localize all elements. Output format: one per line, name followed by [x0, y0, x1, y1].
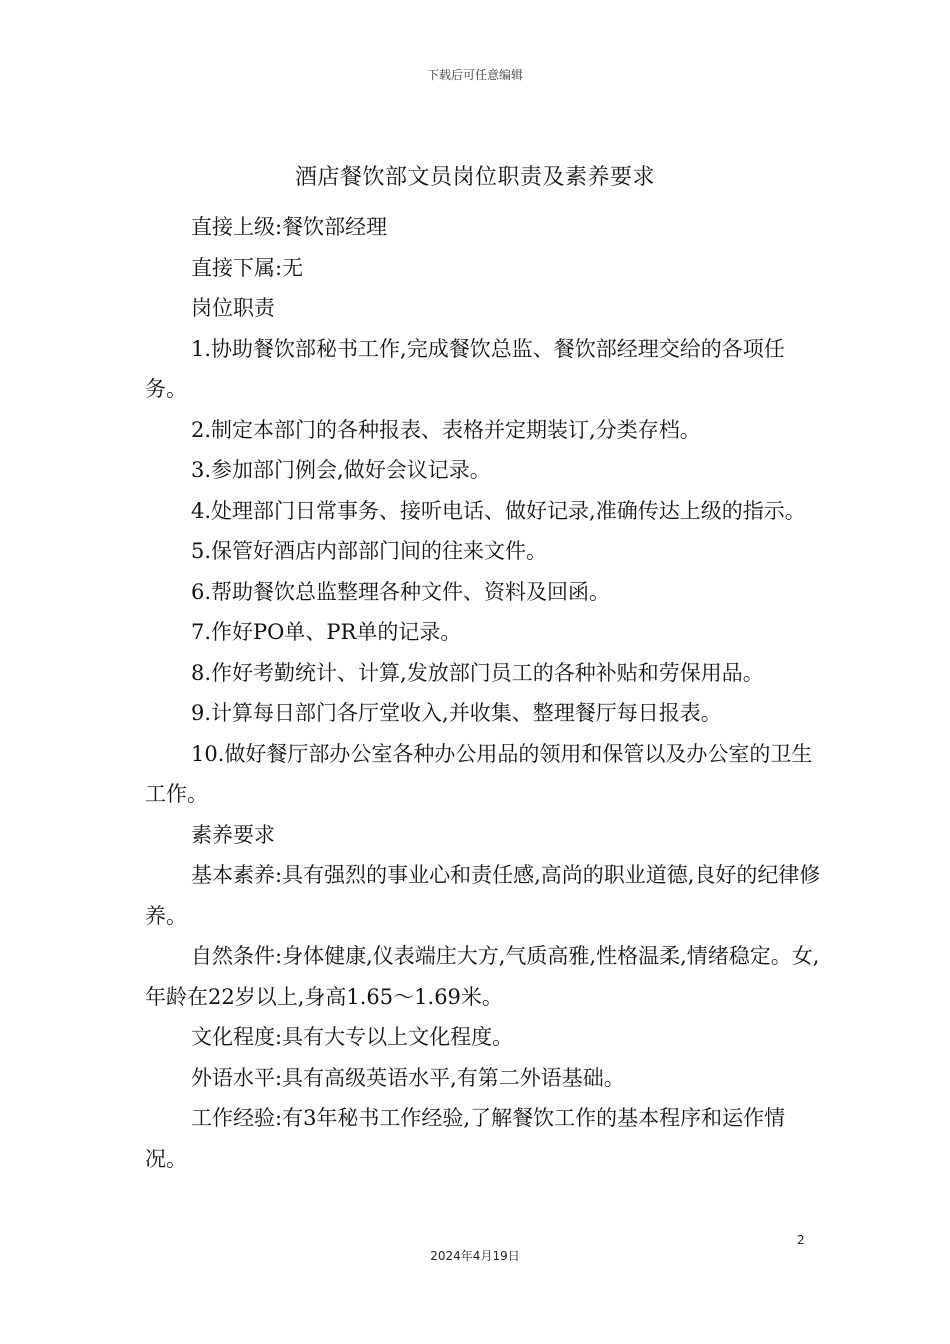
- responsibility-item-7: 7.作好PO单、PR单的记录。: [191, 620, 462, 644]
- requirement-basic-quality: 基本素养:具有强烈的事业心和责任感,高尚的职业道德,良好的纪律修养。: [145, 863, 821, 928]
- document-body: [145, 207, 825, 1179]
- responsibility-item-5: 5.保管好酒店内部部门间的往来文件。: [191, 539, 548, 563]
- responsibility-item-10: 10.做好餐厅部办公室各种办公用品的领用和保管以及办公室的卫生工作。: [145, 741, 813, 806]
- responsibility-item-8: 8.作好考勤统计、计算,发放部门员工的各种补贴和劳保用品。: [191, 660, 764, 685]
- responsibility-item-1: 1.协助餐饮部秘书工作,完成餐饮总监、餐饮部经理交给的各项任务。: [145, 336, 785, 401]
- section-heading-responsibilities: 岗位职责: [191, 296, 275, 320]
- responsibility-item-9: 9.计算每日部门各厅堂收入,并收集、整理餐厅每日报表。: [191, 701, 722, 725]
- section-heading-requirements: 素养要求: [191, 822, 275, 847]
- paragraph-direct-supervisor: 直接上级:餐饮部经理: [191, 215, 388, 239]
- responsibility-item-4: 4.处理部门日常事务、接听电话、做好记录,准确传达上级的指示。: [191, 498, 806, 523]
- requirement-education: 文化程度:具有大专以上文化程度。: [191, 1025, 514, 1049]
- paragraph-direct-subordinate: 直接下属:无: [191, 255, 304, 280]
- responsibility-item-3: 3.参加部门例会,做好会议记录。: [191, 458, 491, 482]
- footer-date: 2024年4月19日: [430, 1249, 520, 1263]
- requirement-natural-conditions: 自然条件:身体健康,仪表端庄大方,气质高雅,性格温柔,情绪稳定。女,年龄在22岁以上,身高1.65～1.69米。: [145, 944, 820, 1009]
- responsibility-item-2: 2.制定本部门的各种报表、表格并定期装订,分类存档。: [191, 417, 701, 442]
- page-number: 2: [797, 1233, 805, 1247]
- requirement-foreign-language: 外语水平:具有高级英语水平,有第二外语基础。: [191, 1065, 625, 1090]
- document-title: 酒店餐饮部文员岗位职责及素养要求: [294, 165, 655, 190]
- responsibility-item-6: 6.帮助餐饮总监整理各种文件、资料及回函。: [191, 579, 611, 604]
- header-note: 下载后可任意编辑: [426, 68, 523, 82]
- requirement-work-experience: 工作经验:有3年秘书工作经验,了解餐饮工作的基本程序和运作情况。: [145, 1106, 786, 1171]
